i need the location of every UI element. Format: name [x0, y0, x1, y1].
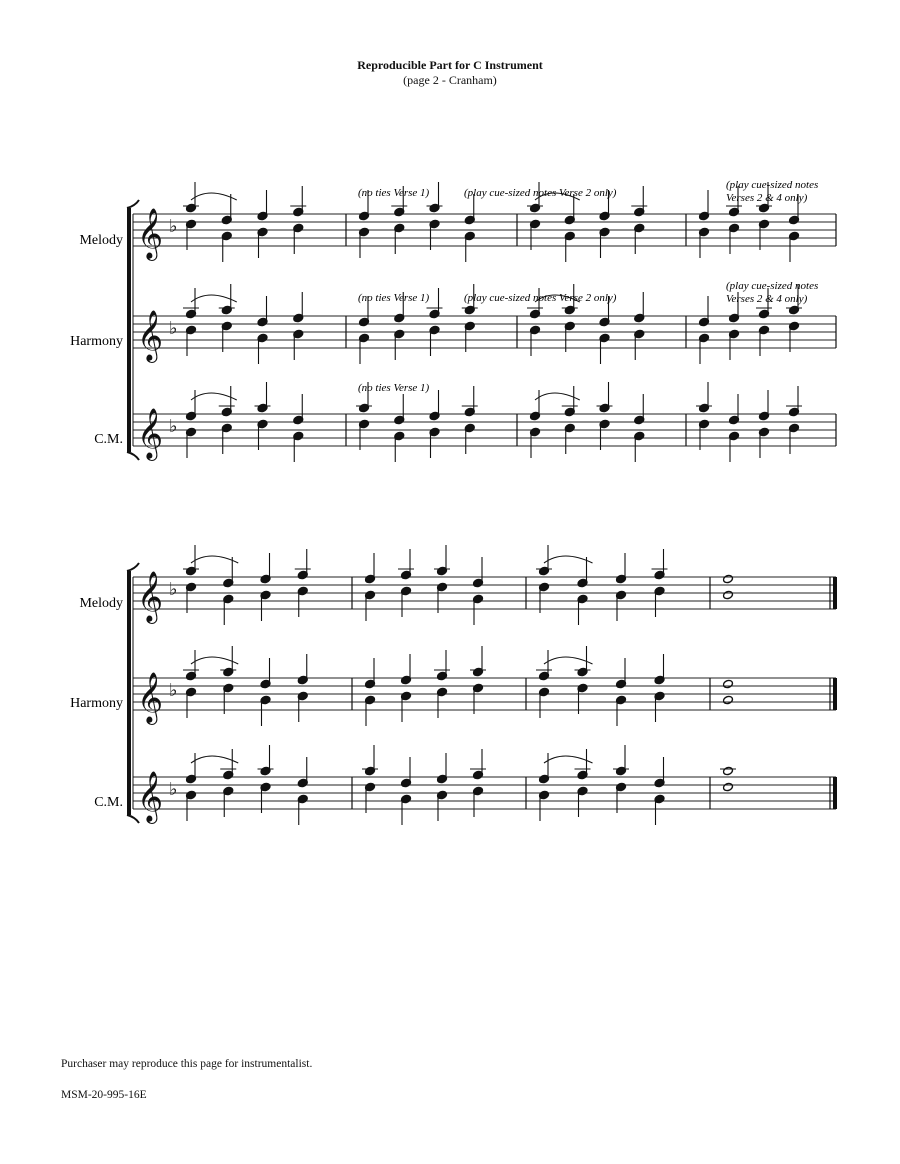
- bracket-hook: [127, 200, 139, 208]
- slur: [191, 393, 237, 400]
- slur: [191, 295, 237, 302]
- page-title: Reproducible Part for C Instrument: [357, 58, 543, 72]
- note-head: [723, 590, 734, 600]
- final-barline: [833, 577, 837, 609]
- annotation-no-ties: (no ties Verse 1): [358, 187, 430, 199]
- staff-label-melody: Melody: [79, 596, 123, 611]
- catalog-code: MSM-20-995-16E: [61, 1089, 147, 1101]
- note-head: [723, 695, 734, 705]
- slur: [544, 556, 593, 563]
- performance-annotations: [358, 179, 818, 394]
- final-barline: [833, 777, 837, 809]
- slur: [535, 393, 580, 400]
- note-head: [723, 679, 734, 689]
- annotation-cue-verses-2-4: (play cue-sized notes: [726, 280, 819, 292]
- footer-note: Purchaser may reproduce this page for instrumentalist.: [61, 1058, 313, 1070]
- staff-label-cm: C.M.: [94, 795, 123, 810]
- system-brackets: [127, 200, 139, 823]
- system-bracket: [127, 208, 131, 452]
- note-head: [723, 766, 734, 776]
- treble-clef-icon: 𝄞: [137, 572, 164, 621]
- flat-icon: ♭: [169, 416, 178, 436]
- flat-icon: ♭: [169, 579, 178, 599]
- annotation-cue-verse-2: (play cue-sized notes Verse 2 only): [464, 187, 617, 199]
- staff-label-harmony: Harmony: [70, 696, 123, 711]
- annotation-cue-verses-2-4: Verses 2 & 4 only): [726, 293, 808, 305]
- page-subtitle: (page 2 - Cranham): [403, 73, 497, 87]
- treble-clef-icon: 𝄞: [137, 311, 164, 360]
- staff-labels: [70, 233, 123, 810]
- final-barline: [833, 678, 837, 710]
- flat-icon: ♭: [169, 216, 178, 236]
- treble-clef-icon: 𝄞: [137, 209, 164, 258]
- treble-clef-icon: 𝄞: [137, 673, 164, 722]
- treble-clef-icon: 𝄞: [137, 772, 164, 821]
- slur: [191, 657, 238, 664]
- slur: [191, 556, 238, 563]
- staff-label-cm: C.M.: [94, 432, 123, 447]
- staff-label-harmony: Harmony: [70, 334, 123, 349]
- staff-label-melody: Melody: [79, 233, 123, 248]
- clefs: [137, 209, 178, 824]
- annotation-cue-verses-2-4: (play cue-sized notes: [726, 179, 819, 191]
- bracket-hook: [127, 563, 139, 571]
- notes: [183, 182, 802, 825]
- annotation-cue-verse-2: (play cue-sized notes Verse 2 only): [464, 292, 617, 304]
- annotation-no-ties: (no ties Verse 1): [358, 292, 430, 304]
- system-bracket: [127, 571, 131, 815]
- treble-clef-icon: 𝄞: [137, 409, 164, 458]
- slur: [191, 193, 237, 200]
- note-head: [723, 574, 734, 584]
- note-head: [723, 782, 734, 792]
- flat-icon: ♭: [169, 680, 178, 700]
- annotation-no-ties: (no ties Verse 1): [358, 382, 430, 394]
- slur: [544, 756, 593, 763]
- slur: [191, 756, 238, 763]
- flat-icon: ♭: [169, 779, 178, 799]
- flat-icon: ♭: [169, 318, 178, 338]
- annotation-cue-verses-2-4: Verses 2 & 4 only): [726, 192, 808, 204]
- slur: [544, 657, 593, 664]
